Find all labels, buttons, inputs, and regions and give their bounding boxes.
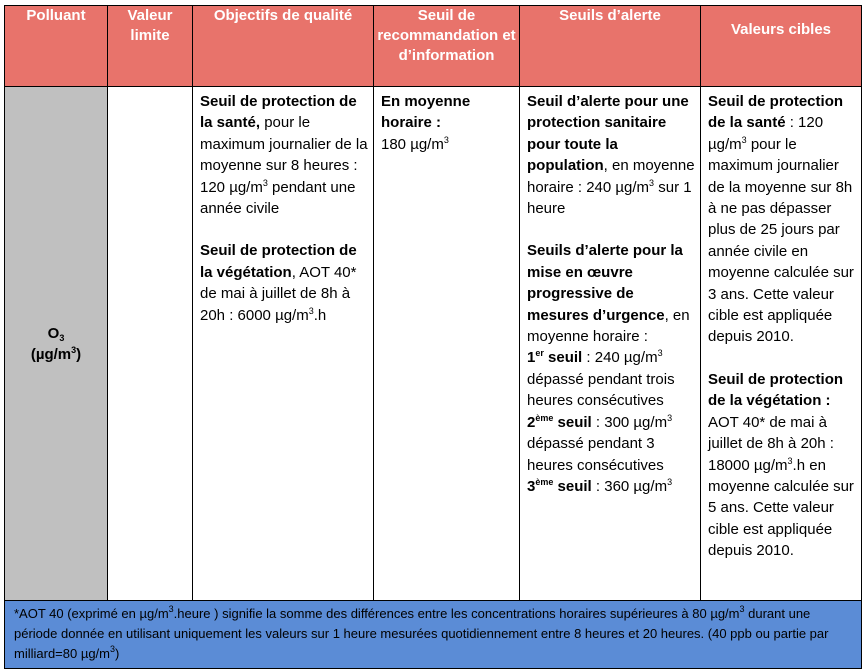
valeur-limite-cell <box>108 87 193 601</box>
cible-sante: Seuil de protection de la santé : 120 $\mu g/m^3$ pour le maximum journalier de la moyenne sur 8h à ne pas dépasser plus de 25 jours par année civile en moyenne calculée sur 3 ans. Cette valeur cible est appliquée depuis 2010. <box>708 93 854 346</box>
header-seuils-alerte: Seuils d’alerte <box>520 6 701 87</box>
ozone-row <box>5 87 862 601</box>
footnote-row <box>5 601 862 669</box>
seuil-recommandation-text: En moyenne horaire : 180 $\mu g/m^3$ <box>381 93 471 153</box>
pollutant-cell <box>5 87 108 601</box>
header-polluant: Polluant <box>5 6 108 87</box>
pollution-thresholds-table <box>4 5 862 669</box>
pollutant-unit: $(\mu g/m^3)$ <box>30 344 82 363</box>
footnote-aot40: *AOT 40 (exprimé en $\mu g/m^3.heure$ ) signifie la somme des différences entre les concentrations horaires supérieures à 80 $\mu g/m^3$ durant une période donnée en utilisant uniquement les valeurs sur 1 heure mesurées quotidiennement entre 8 heures et 20 heures. (40 ppb ou partie par milliard=80 $\mu g/m^3$) <box>5 601 862 669</box>
alerte-mesures-urgence: Seuils d’alerte pour la mise en œuvre progressive de mesures d’urgence, en moyenne horaire : 1er seuil : 240 $\mu g/m^3$ dépassé pendant trois heures consécutives 2ème seuil : 300 $\mu g/m^3$ dépassé pendant 3 heures consécutives 3ème seuil : 360 $\mu g/m^3$ <box>527 242 690 495</box>
alerte-population: Seuil d’alerte pour une protection sanitaire pour toute la population, en moyenne horaire : 240 $\mu g/m^3$ sur 1 heure <box>527 93 695 218</box>
pollutant-formula: $O_3$ <box>47 324 65 343</box>
cible-vegetation: Seuil de protection de la végétation : AOT 40* de mai à juillet de 8h à 20h : 18000 $\mu g/m^3.h$ en moyenne calculée sur 5 ans. Cette valeur cible est appliquée depuis 2010. <box>708 370 854 560</box>
objectifs-qualite-cell <box>193 87 374 601</box>
header-row <box>5 6 862 87</box>
header-objectifs-qualite: Objectifs de qualité <box>193 6 374 87</box>
objectif-sante: Seuil de protection de la santé, pour le maximum journalier de la moyenne sur 8 heures : 120 $\mu g/m^3$ pendant une année civile <box>200 93 368 218</box>
header-valeurs-cibles: Valeurs cibles <box>701 6 862 87</box>
header-valeur-limite: Valeur limite <box>108 6 193 87</box>
header-seuil-recommandation: Seuil de recommandation et d’information <box>374 6 520 87</box>
seuils-alerte-cell <box>520 87 701 601</box>
objectif-vegetation: Seuil de protection de la végétation, AOT 40* de mai à juillet de 8h à 20h : 6000 $\mu g/m^3.h$ <box>200 242 357 324</box>
seuil-recommandation-cell <box>374 87 520 601</box>
valeurs-cibles-cell <box>701 87 862 601</box>
